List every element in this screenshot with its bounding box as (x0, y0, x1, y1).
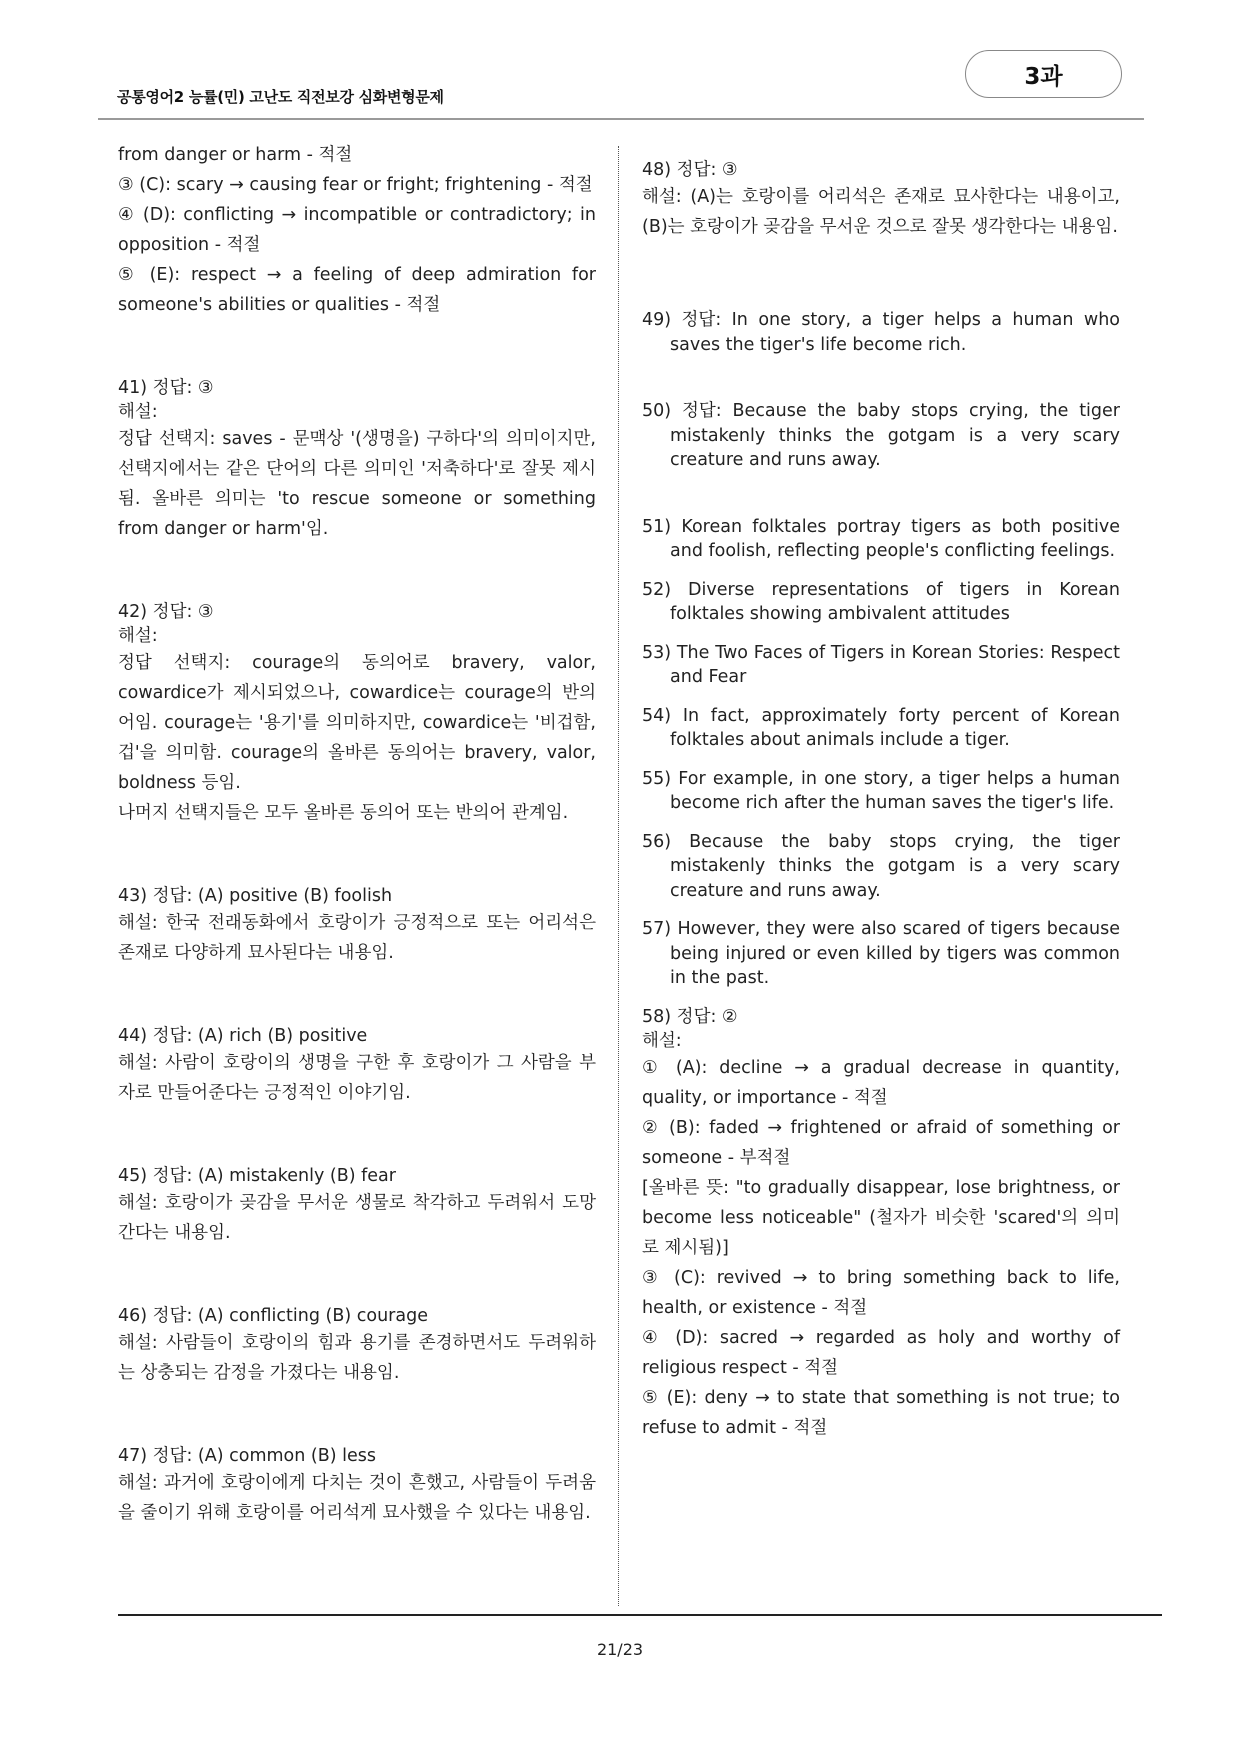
explanation-line: ⑤ (E): deny → to state that something is not true; to refuse to admit - 적절 (642, 1387, 1120, 1438)
explanation-line: ③ (C): revived → to bring something back to life, health, or existence - 적절 (642, 1267, 1120, 1318)
answer-label: 48) 정답: ③ (642, 160, 738, 180)
explanation-text: 해설: 사람들이 호랑이의 힘과 용기를 존경하면서도 두려워하는 상충되는 감정을 가졌다는 내용임. (118, 1333, 596, 1383)
answer-55: 55) For example, in one story, a tiger helps a human become rich after the human saves the tiger's life. (642, 768, 1120, 813)
explanation-line: ⑤ (E): respect → a feeling of deep admiration for someone's abilities or qualities - 적절 (118, 265, 596, 315)
answer-52: 52) Diverse representations of tigers in Korean folktales showing ambivalent attitudes (642, 579, 1120, 624)
right-column (642, 158, 1120, 1443)
explanation-text: 나머지 선택지들은 모두 올바른 동의어 또는 반의어 관계임. (118, 803, 569, 823)
explanation-text: 해설: 호랑이가 곶감을 무서운 생물로 착각하고 두려워서 도망간다는 내용임. (118, 1193, 596, 1243)
document-title: 공통영어2 능률(민) 고난도 직전보강 심화변형문제 (117, 88, 444, 106)
answer-44 (118, 1024, 596, 1108)
continuation-block (118, 140, 596, 320)
page-number: 21/23 (596, 1640, 644, 1659)
answer-58 (642, 1005, 1120, 1443)
explanation-label: 해설: (118, 626, 158, 646)
column-divider (618, 146, 619, 1606)
explanation-text: 정답 선택지: courage의 동의어로 bravery, valor, cowardice가 제시되었으나, cowardice는 courage의 반의어임. courage는 '용기'를 의미하지만, cowardice는 '비겁함, 겁'을 의미함. courage의 올바른 동의어는 bravery, valor, boldness 등임. (118, 653, 596, 793)
answer-53: 53) The Two Faces of Tigers in Korean Stories: Respect and Fear (642, 642, 1120, 687)
explanation-text: 해설: 사람이 호랑이의 생명을 구한 후 호랑이가 그 사람을 부자로 만들어준다는 긍정적인 이야기임. (118, 1053, 596, 1103)
answer-label: 42) 정답: ③ (118, 602, 214, 622)
answer-label: 44) 정답: (A) rich (B) positive (118, 1026, 368, 1046)
left-column (118, 140, 596, 1528)
explanation-line: ④ (D): conflicting → incompatible or contradictory; in opposition - 적절 (118, 205, 596, 255)
answer-41 (118, 376, 596, 544)
answer-43 (118, 884, 596, 968)
answer-label: 41) 정답: ③ (118, 378, 214, 398)
answer-48 (642, 158, 1120, 242)
footer-divider (118, 1614, 1162, 1616)
answer-46 (118, 1304, 596, 1388)
header-divider (98, 118, 1144, 120)
answer-49: 49) 정답: In one story, a tiger helps a human who saves the tiger's life become rich. (642, 310, 1120, 355)
explanation-line: ① (A): decline → a gradual decrease in quantity, quality, or importance - 적절 (642, 1057, 1120, 1108)
explanation-label: 해설: (118, 402, 158, 422)
answer-47 (118, 1444, 596, 1528)
answer-42 (118, 600, 596, 828)
explanation-line: from danger or harm - 적절 (118, 145, 353, 165)
explanation-line: [올바른 뜻: "to gradually disappear, lose brightness, or become less noticeable" (철자가 비슷한 'scared'의 의미로 제시됨)] (642, 1177, 1120, 1258)
answer-57: 57) However, they were also scared of tigers because being injured or even killed by tigers was common in the past. (642, 919, 1120, 988)
explanation-text: 해설: (A)는 호랑이를 어리석은 존재로 묘사한다는 내용이고, (B)는 호랑이가 곶감을 무서운 것으로 잘못 생각한다는 내용임. (642, 187, 1120, 237)
explanation-line: ③ (C): scary → causing fear or fright; frightening - 적절 (118, 175, 593, 195)
answer-56: 56) Because the baby stops crying, the tiger mistakenly thinks the gotgam is a very scary creature and runs away. (642, 831, 1120, 901)
explanation-label: 해설: (642, 1030, 682, 1051)
explanation-text: 해설: 한국 전래동화에서 호랑이가 긍정적으로 또는 어리석은 존재로 다양하게 묘사된다는 내용임. (118, 913, 596, 963)
answer-label: 58) 정답: ② (642, 1006, 738, 1027)
explanation-text: 해설: 과거에 호랑이에게 다치는 것이 흔했고, 사람들이 두려움을 줄이기 위해 호랑이를 어리석게 묘사했을 수 있다는 내용임. (118, 1473, 596, 1523)
answer-51: 51) Korean folktales portray tigers as both positive and foolish, reflecting people's conflicting feelings. (642, 516, 1120, 561)
explanation-text: 정답 선택지: saves - 문맥상 '(생명을) 구하다'의 의미이지만, 선택지에서는 같은 단어의 다른 의미인 '저축하다'로 잘못 제시됨. 올바른 의미는 'to rescue someone or something from danger or harm'임. (118, 429, 596, 539)
explanation-line: ④ (D): sacred → regarded as holy and worthy of religious respect - 적절 (642, 1327, 1120, 1378)
answer-54: 54) In fact, approximately forty percent of Korean folktales about animals include a tiger. (642, 705, 1120, 750)
answer-label: 47) 정답: (A) common (B) less (118, 1446, 376, 1466)
explanation-line: ② (B): faded → frightened or afraid of something or someone - 부적절 (642, 1117, 1120, 1168)
answer-label: 46) 정답: (A) conflicting (B) courage (118, 1306, 428, 1326)
answer-label: 45) 정답: (A) mistakenly (B) fear (118, 1166, 396, 1186)
lesson-badge: 3과 (965, 50, 1122, 98)
answer-50: 50) 정답: Because the baby stops crying, the tiger mistakenly thinks the gotgam is a very scary creature and runs away. (642, 401, 1120, 470)
answer-45 (118, 1164, 596, 1248)
answer-label: 43) 정답: (A) positive (B) foolish (118, 886, 393, 906)
